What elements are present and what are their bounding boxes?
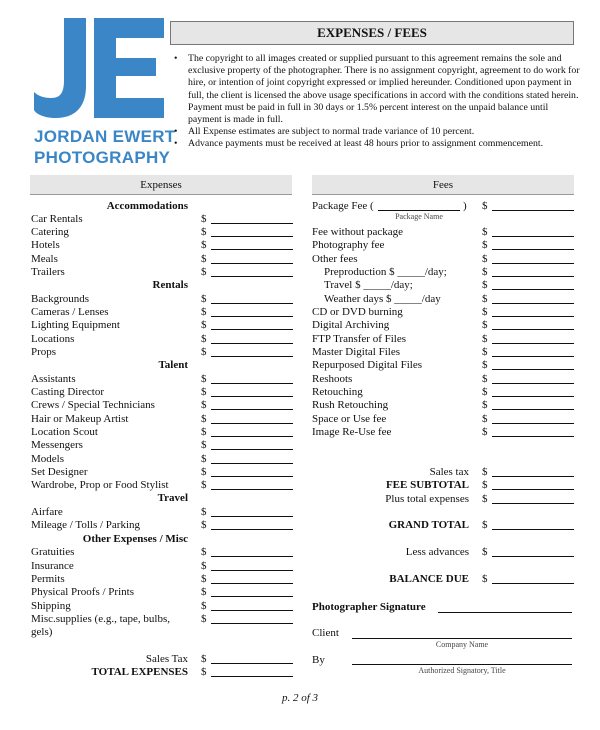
fee-amount-field[interactable]: [492, 409, 574, 410]
currency-symbol: $: [482, 373, 488, 385]
expense-label: Locations: [31, 333, 75, 345]
expense-label: Mileage / Tolls / Parking: [31, 519, 141, 531]
fee-label: Travel $ _____/day;: [324, 279, 413, 291]
expense-amount-field[interactable]: [211, 329, 293, 330]
client-label: Client: [312, 627, 339, 639]
page-number: p. 2 of 3: [281, 692, 319, 704]
expense-amount-field[interactable]: [211, 663, 293, 664]
fee-amount-field[interactable]: [492, 303, 574, 304]
expense-label: Crews / Special Technicians: [31, 399, 155, 411]
currency-symbol: $: [482, 293, 488, 305]
fee-amount-field[interactable]: [492, 263, 574, 264]
currency-symbol: $: [482, 346, 488, 358]
fee-label: Fee without package: [312, 226, 404, 238]
by-label: By: [312, 654, 325, 666]
expenses-header: Expenses: [30, 175, 292, 195]
fee-amount-field[interactable]: [492, 356, 574, 357]
photographer-signature-label: Photographer Signature: [312, 601, 426, 613]
fee-amount-field[interactable]: [492, 556, 574, 557]
authorized-signatory-caption: Authorized Signatory, Title: [418, 666, 506, 675]
fee-amount-field[interactable]: [492, 503, 574, 504]
page-title: EXPENSES / FEES: [170, 21, 574, 45]
currency-symbol: $: [482, 279, 488, 291]
currency-symbol: $: [201, 293, 207, 305]
currency-symbol: $: [201, 600, 207, 612]
fee-label: Preproduction $ _____/day;: [324, 266, 447, 278]
expense-amount-field[interactable]: [211, 676, 293, 677]
currency-symbol: $: [201, 426, 207, 438]
expense-amount-field[interactable]: [211, 236, 293, 237]
expense-label: Insurance: [31, 560, 74, 572]
fee-amount-field[interactable]: [492, 210, 574, 211]
currency-symbol: $: [201, 306, 207, 318]
currency-symbol: $: [201, 573, 207, 585]
by-signature-field[interactable]: [352, 664, 572, 665]
fee-amount-field[interactable]: [492, 489, 574, 490]
currency-symbol: $: [201, 666, 207, 678]
currency-symbol: $: [201, 346, 207, 358]
expense-label: Assistants: [31, 373, 76, 385]
fee-amount-field[interactable]: [492, 316, 574, 317]
expense-amount-field[interactable]: [211, 249, 293, 250]
client-field[interactable]: [352, 638, 572, 639]
package-name-field[interactable]: [378, 210, 460, 211]
expense-amount-field[interactable]: [211, 529, 293, 530]
fee-sales-tax-label: Sales tax: [429, 466, 469, 478]
currency-symbol: $: [482, 399, 488, 411]
package-fee-close: ): [463, 200, 467, 212]
fee-label: Weather days $ _____/day: [324, 293, 441, 305]
fee-amount-field[interactable]: [492, 436, 574, 437]
currency-symbol: $: [201, 213, 207, 225]
expense-amount-field[interactable]: [211, 396, 293, 397]
brand-name-line2: PHOTOGRAPHY: [34, 148, 171, 167]
expense-amount-field[interactable]: [211, 383, 293, 384]
expense-label: Permits: [31, 573, 65, 585]
expense-label: Airfare: [31, 506, 63, 518]
fee-amount-field[interactable]: [492, 396, 574, 397]
currency-symbol: $: [482, 333, 488, 345]
currency-symbol: $: [482, 413, 488, 425]
fee-label: Image Re-Use fee: [312, 426, 392, 438]
currency-symbol: $: [482, 573, 488, 585]
expense-amount-field[interactable]: [211, 436, 293, 437]
fee-label: CD or DVD burning: [312, 306, 403, 318]
fee-label: Master Digital Files: [312, 346, 400, 358]
expense-amount-field[interactable]: [211, 449, 293, 450]
expense-amount-field[interactable]: [211, 556, 293, 557]
total-expenses-label: TOTAL EXPENSES: [91, 666, 188, 678]
section-talent: Talent: [158, 359, 188, 371]
fee-label: FTP Transfer of Files: [312, 333, 407, 345]
fee-label: Repurposed Digital Files: [312, 359, 422, 371]
expense-label: Casting Director: [31, 386, 105, 398]
currency-symbol: $: [482, 319, 488, 331]
expense-amount-field[interactable]: [211, 623, 293, 624]
currency-symbol: $: [482, 386, 488, 398]
expense-label: Misc.supplies (e.g., tape, bulbs,: [31, 613, 171, 625]
expense-sales-tax-label: Sales Tax: [145, 653, 188, 665]
fee-amount-field[interactable]: [492, 423, 574, 424]
fee-amount-field[interactable]: [492, 236, 574, 237]
balance-due-label: BALANCE DUE: [389, 573, 469, 585]
currency-symbol: $: [482, 359, 488, 371]
fee-amount-field[interactable]: [492, 369, 574, 370]
expense-amount-field[interactable]: [211, 263, 293, 264]
expense-label: Wardrobe, Prop or Food Stylist: [31, 479, 169, 491]
expense-amount-field[interactable]: [211, 276, 293, 277]
fee-label: Space or Use fee: [312, 413, 387, 425]
expense-amount-field[interactable]: [211, 223, 293, 224]
currency-symbol: $: [482, 239, 488, 251]
currency-symbol: $: [482, 466, 488, 478]
expense-amount-field[interactable]: [211, 516, 293, 517]
plus-total-expenses-label: Plus total expenses: [385, 493, 469, 505]
expense-label: Messengers: [31, 439, 83, 451]
currency-symbol: $: [482, 426, 488, 438]
expense-amount-field[interactable]: [211, 583, 293, 584]
fee-label: Other fees: [312, 253, 358, 265]
currency-symbol: $: [201, 266, 207, 278]
currency-symbol: $: [201, 519, 207, 531]
expense-label: gels): [31, 626, 53, 638]
currency-symbol: $: [201, 239, 207, 251]
fee-label: Photography fee: [312, 239, 385, 251]
photographer-signature-field[interactable]: [438, 612, 572, 613]
expense-amount-field[interactable]: [211, 423, 293, 424]
expense-label: Set Designer: [31, 466, 88, 478]
expense-amount-field[interactable]: [211, 463, 293, 464]
expense-amount-field[interactable]: [211, 489, 293, 490]
currency-symbol: $: [201, 386, 207, 398]
fee-amount-field[interactable]: [492, 529, 574, 530]
expense-label: Props: [31, 346, 57, 358]
package-fee-label: Package Fee (: [312, 200, 374, 212]
currency-symbol: $: [201, 546, 207, 558]
fee-amount-field[interactable]: [492, 476, 574, 477]
fee-label: Digital Archiving: [312, 319, 390, 331]
terms-item: • Advance payments must be received at least 48 hours prior to assignment commencement.: [170, 138, 580, 150]
currency-symbol: $: [482, 253, 488, 265]
currency-symbol: $: [201, 586, 207, 598]
fee-amount-field[interactable]: [492, 383, 574, 384]
fee-label: Rush Retouching: [312, 399, 389, 411]
fee-label: Reshoots: [312, 373, 353, 385]
currency-symbol: $: [201, 333, 207, 345]
currency-symbol: $: [482, 200, 488, 212]
fee-amount-field[interactable]: [492, 289, 574, 290]
currency-symbol: $: [201, 613, 207, 625]
currency-symbol: $: [482, 306, 488, 318]
currency-symbol: $: [201, 253, 207, 265]
expense-label: Gratuities: [31, 546, 75, 558]
currency-symbol: $: [482, 226, 488, 238]
section-other: Other Expenses / Misc: [82, 533, 188, 545]
expense-amount-field[interactable]: [211, 610, 293, 611]
expense-label: Models: [31, 453, 64, 465]
currency-symbol: $: [201, 439, 207, 451]
currency-symbol: $: [201, 373, 207, 385]
expense-label: Hair or Makeup Artist: [31, 413, 129, 425]
currency-symbol: $: [201, 319, 207, 331]
currency-symbol: $: [201, 466, 207, 478]
currency-symbol: $: [482, 546, 488, 558]
fee-label: Retouching: [312, 386, 363, 398]
expense-amount-field[interactable]: [211, 356, 293, 357]
fee-amount-field[interactable]: [492, 583, 574, 584]
terms-item: • All Expense estimates are subject to normal trade variance of 10 percent.: [170, 126, 580, 138]
logo-monogram: [34, 18, 166, 118]
currency-symbol: $: [201, 399, 207, 411]
brand-name-line1: JORDAN EWERT: [34, 127, 176, 146]
expense-label: Catering: [31, 226, 69, 238]
expense-amount-field[interactable]: [211, 343, 293, 344]
expense-label: Meals: [31, 253, 58, 265]
currency-symbol: $: [201, 453, 207, 465]
expense-amount-field[interactable]: [211, 570, 293, 571]
section-travel: Travel: [157, 492, 188, 504]
grand-total-label: GRAND TOTAL: [388, 519, 469, 531]
expense-label: Shipping: [31, 600, 71, 612]
expense-label: Car Rentals: [31, 213, 83, 225]
terms-list: [170, 53, 580, 151]
expense-label: Backgrounds: [31, 293, 90, 305]
expense-label: Physical Proofs / Prints: [31, 586, 134, 598]
currency-symbol: $: [482, 266, 488, 278]
fees-header: Fees: [312, 175, 574, 195]
expense-amount-field[interactable]: [211, 303, 293, 304]
currency-symbol: $: [482, 519, 488, 531]
expense-label: Location Scout: [31, 426, 98, 438]
expense-amount-field[interactable]: [211, 596, 293, 597]
currency-symbol: $: [201, 506, 207, 518]
expense-amount-field[interactable]: [211, 476, 293, 477]
terms-item: • The copyright to all images created or supplied pursuant to this agreement remains the sole and exclusive property of the photographer. There is no assignment copyright, agreement to do work for hire, or intention of joint copyright expressed or implied hereunder. Conditioned upon payment in full, the client is licensed the above usage specifications in accord with the conditions stated herein. Payment must be paid in full in 30 days or 1.5% percent interest on the unpaid balance until payment is made in full.: [170, 53, 580, 126]
currency-symbol: $: [482, 493, 488, 505]
fee-amount-field[interactable]: [492, 276, 574, 277]
currency-symbol: $: [482, 479, 488, 491]
fee-amount-field[interactable]: [492, 329, 574, 330]
fee-amount-field[interactable]: [492, 249, 574, 250]
expense-amount-field[interactable]: [211, 409, 293, 410]
fee-subtotal-label: FEE SUBTOTAL: [385, 479, 469, 491]
currency-symbol: $: [201, 560, 207, 572]
company-name-caption: Company Name: [435, 640, 489, 649]
currency-symbol: $: [201, 226, 207, 238]
fee-amount-field[interactable]: [492, 343, 574, 344]
section-rentals: Rentals: [152, 279, 188, 291]
expense-amount-field[interactable]: [211, 316, 293, 317]
expense-label: Trailers: [31, 266, 65, 278]
currency-symbol: $: [201, 653, 207, 665]
package-name-caption: Package Name: [395, 212, 443, 221]
currency-symbol: $: [201, 413, 207, 425]
section-accommodations: Accommodations: [106, 200, 188, 212]
expense-label: Cameras / Lenses: [31, 306, 109, 318]
currency-symbol: $: [201, 479, 207, 491]
expense-label: Hotels: [31, 239, 60, 251]
expense-label: Lighting Equipment: [31, 319, 120, 331]
less-advances-label: Less advances: [405, 546, 469, 558]
